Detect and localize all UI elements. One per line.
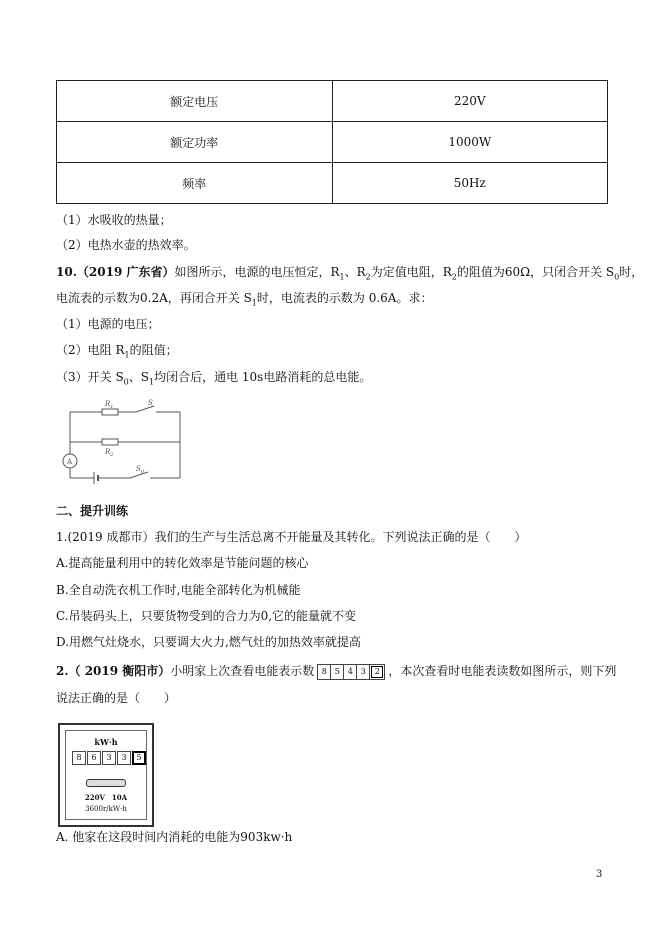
digit: 8: [72, 751, 86, 765]
digit: 8: [318, 665, 331, 679]
q10-sub2: [56, 342, 178, 358]
q1-option-b: B.全自动洗衣机工作时,电能全部转化为机械能: [56, 583, 301, 597]
subscript: 2: [365, 272, 371, 282]
q10-text: 为定值电阻，R: [370, 265, 452, 279]
previous-meter-reading: [317, 664, 385, 680]
q10-text: 电流表的示数为0.2A，再闭合开关 S: [56, 291, 252, 305]
subscript: 2: [451, 272, 457, 282]
q2-text: 小明家上次查看电能表示数: [170, 664, 315, 678]
q2-number: 2.: [56, 664, 69, 678]
subscript: 1: [149, 377, 155, 387]
table-row: [57, 81, 608, 122]
q9-sub1: （1）水吸收的热量；: [56, 213, 172, 227]
q2-source: （ 2019 衡阳市）: [68, 664, 171, 678]
subscript: 1: [339, 272, 345, 282]
table-cell-value: 50Hz: [332, 163, 608, 204]
q10-text: 如图所示，电源的电压恒定，R: [174, 265, 340, 279]
q10-text: 均闭合后，通电 10s电路消耗的总电能。: [154, 370, 372, 384]
q10-text: 的阻值；: [129, 343, 178, 357]
digit: 2: [371, 666, 383, 678]
q10-source: （2019 广东省）: [76, 265, 175, 279]
q10-text: 时，电流表的示数为 0.6A。求：: [256, 291, 433, 305]
q10-number: 10.: [56, 265, 77, 279]
meter-disc: [86, 779, 126, 787]
q10-line2: [56, 290, 432, 306]
ammeter-label: A: [67, 458, 73, 466]
digit: 5: [331, 665, 344, 679]
r1-label: $R_1$: [105, 400, 114, 410]
spec-table: [56, 80, 608, 204]
q10-text: 、R: [344, 265, 366, 279]
q2-text: ，本次查看时电能表读数如图所示，则下列: [388, 664, 617, 678]
meter-unit: kW·h: [94, 737, 118, 747]
subscript: 1: [124, 350, 130, 360]
q10-text: 时，: [619, 265, 644, 279]
digit: 6: [87, 751, 101, 765]
q1-option-c: C.吊装码头上，只要货物受到的合力为0,它的能量就不变: [56, 609, 357, 623]
s0-label: $S_0$: [136, 465, 144, 475]
digit: 3: [117, 751, 131, 765]
circuit-diagram: [56, 394, 186, 484]
q10-text: 、S: [128, 370, 149, 384]
subscript: 0: [123, 377, 129, 387]
q1-option-d: D.用燃气灶烧水，只要调大火力,燃气灶的加热效率就提高: [56, 635, 361, 649]
digit: 4: [344, 665, 357, 679]
section-heading: 二、提升训练: [56, 504, 129, 518]
q2-line2: 说法正确的是（ ）: [56, 691, 177, 705]
meter-revolutions: 3600r/kW·h: [85, 805, 127, 813]
table-cell-value: 1000W: [332, 122, 608, 163]
r2-label: $R_2$: [105, 448, 114, 458]
q10-sub3: [56, 369, 371, 385]
subscript: 0: [614, 272, 620, 282]
electric-meter-figure: [58, 723, 154, 827]
table-cell-label: 额定功率: [57, 122, 333, 163]
subscript: 1: [251, 298, 257, 308]
q9-sub2: （2）电热水壶的热效率。: [56, 238, 196, 252]
table-row: [57, 122, 608, 163]
meter-reading: [72, 751, 147, 765]
q10-text: （2）电阻 R: [56, 343, 125, 357]
q10-line1: [56, 264, 643, 280]
meter-rating: 220V 10A: [84, 793, 128, 802]
q10-sub1: （1）电源的电压；: [56, 317, 160, 331]
digit: 3: [357, 665, 370, 679]
table-cell-value: 220V: [332, 81, 608, 122]
s-label: S: [148, 399, 153, 407]
page-number: 3: [596, 869, 603, 880]
q2-line1: [56, 663, 616, 680]
q10-text: （3）开关 S: [56, 370, 124, 384]
table-cell-label: 频率: [57, 163, 333, 204]
q1-option-a: A.提高能量利用中的转化效率是节能问题的核心: [56, 556, 309, 570]
q1-stem: 1.(2019 成都市）我们的生产与生活总离不开能量及其转化。下列说法正确的是（ ）: [56, 530, 527, 544]
table-cell-label: 额定电压: [57, 81, 333, 122]
meter-face: [65, 730, 147, 820]
q10-text: 的阻值为60Ω，只闭合开关 S: [456, 265, 615, 279]
digit: 5: [132, 751, 146, 765]
table-row: [57, 163, 608, 204]
q2-option-a: A. 他家在这段时间内消耗的电能为903kw·h: [56, 830, 293, 844]
digit: 3: [102, 751, 116, 765]
